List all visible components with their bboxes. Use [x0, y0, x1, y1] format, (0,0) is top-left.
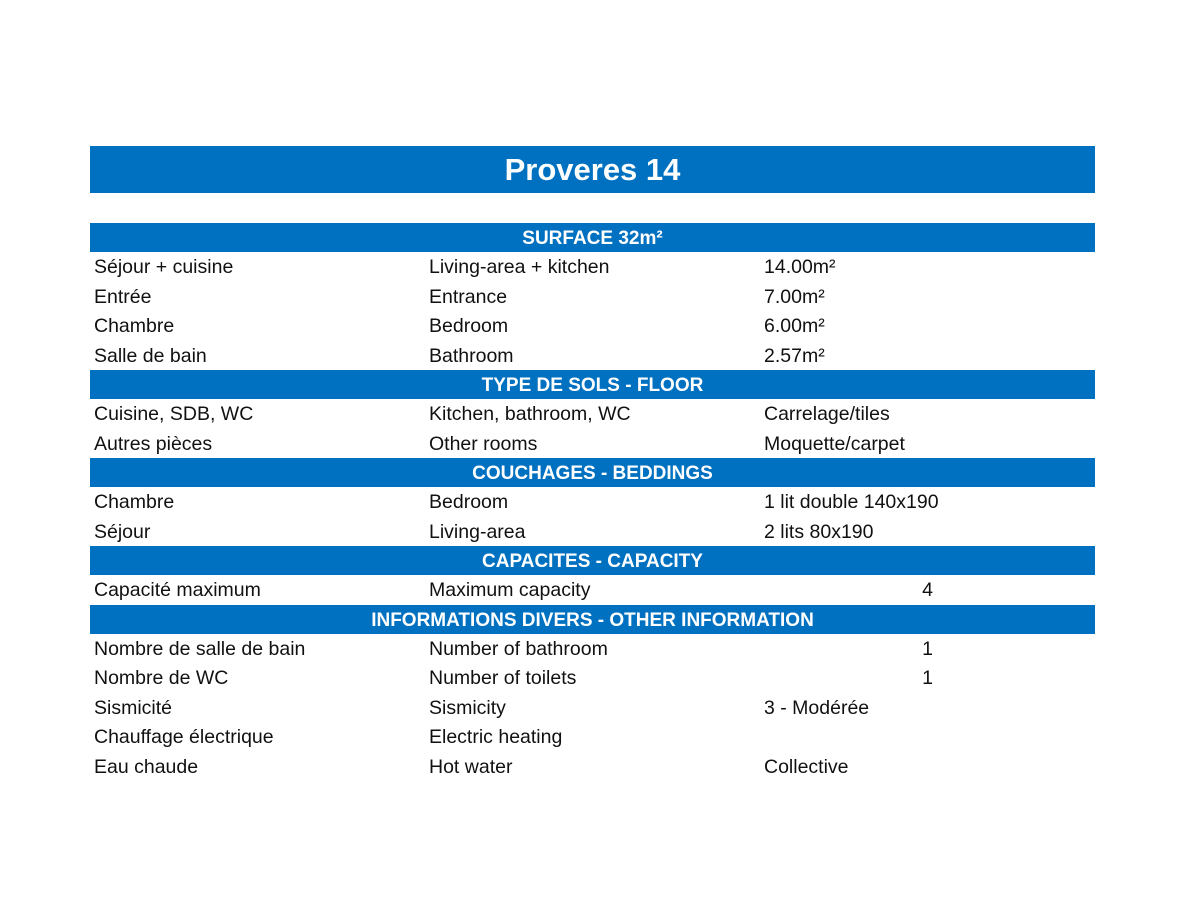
- row-value: Carrelage/tiles: [764, 403, 890, 425]
- label-english: Bedroom: [429, 315, 509, 337]
- label-english: Entrance: [429, 285, 508, 308]
- table-row: [90, 252, 1095, 282]
- section-header: TYPE DE SOLS - FLOOR: [90, 370, 1095, 399]
- label-french: Eau chaude: [94, 755, 199, 778]
- label-french: Nombre de salle de bain: [94, 637, 306, 660]
- table-row: [90, 341, 1095, 371]
- row-value: 1 lit double 140x190: [764, 491, 939, 513]
- row-value: Collective: [764, 755, 849, 778]
- label-french: Chauffage électrique: [94, 726, 274, 748]
- section-header: COUCHAGES - BEDDINGS: [90, 458, 1095, 487]
- label-french: Entrée: [94, 285, 152, 308]
- label-english: Living-area: [429, 520, 526, 543]
- table-row: [90, 752, 1095, 782]
- label-french: Capacité maximum: [94, 579, 261, 601]
- row-value: 3 - Modérée: [764, 696, 870, 719]
- label-english: Electric heating: [429, 726, 563, 748]
- row-value: 1: [922, 667, 933, 689]
- label-english: Kitchen, bathroom, WC: [429, 403, 631, 425]
- table-row: [90, 517, 1095, 547]
- label-french: Salle de bain: [94, 344, 207, 367]
- label-french: Séjour + cuisine: [94, 256, 234, 278]
- label-english: Living-area + kitchen: [429, 256, 610, 278]
- table-row: [90, 399, 1095, 429]
- section-header: SURFACE 32m²: [90, 223, 1095, 252]
- row-value: 7.00m²: [764, 285, 825, 308]
- section-header: CAPACITES - CAPACITY: [90, 546, 1095, 575]
- row-value: 4: [922, 579, 933, 601]
- property-title: Proveres 14: [90, 146, 1095, 193]
- info-table: [90, 223, 1095, 781]
- label-french: Chambre: [94, 491, 175, 513]
- title-spacer: [90, 193, 1095, 223]
- table-row: [90, 693, 1095, 723]
- label-english: Sismicity: [429, 696, 506, 719]
- label-english: Hot water: [429, 755, 513, 778]
- row-value: 14.00m²: [764, 256, 836, 278]
- table-row: [90, 429, 1095, 459]
- row-value: Moquette/carpet: [764, 432, 905, 455]
- label-english: Number of toilets: [429, 667, 577, 689]
- label-french: Chambre: [94, 315, 175, 337]
- table-row: [90, 634, 1095, 664]
- table-row: [90, 282, 1095, 312]
- row-value: 1: [922, 637, 933, 660]
- table-row: [90, 575, 1095, 605]
- row-value: 6.00m²: [764, 315, 825, 337]
- row-value: 2.57m²: [764, 344, 825, 367]
- row-value: 2 lits 80x190: [764, 520, 874, 543]
- label-english: Bathroom: [429, 344, 514, 367]
- label-english: Other rooms: [429, 432, 538, 455]
- label-french: Séjour: [94, 520, 151, 543]
- label-french: Sismicité: [94, 696, 173, 719]
- table-row: [90, 722, 1095, 752]
- label-english: Bedroom: [429, 491, 509, 513]
- table-row: [90, 311, 1095, 341]
- section-header: INFORMATIONS DIVERS - OTHER INFORMATION: [90, 605, 1095, 634]
- label-english: Number of bathroom: [429, 637, 608, 660]
- label-french: Cuisine, SDB, WC: [94, 403, 254, 425]
- table-row: [90, 663, 1095, 693]
- label-french: Autres pièces: [94, 432, 213, 455]
- label-english: Maximum capacity: [429, 579, 591, 601]
- row-value: [760, 722, 1095, 752]
- label-french: Nombre de WC: [94, 667, 229, 689]
- table-row: [90, 487, 1095, 517]
- property-sheet: [90, 146, 1095, 781]
